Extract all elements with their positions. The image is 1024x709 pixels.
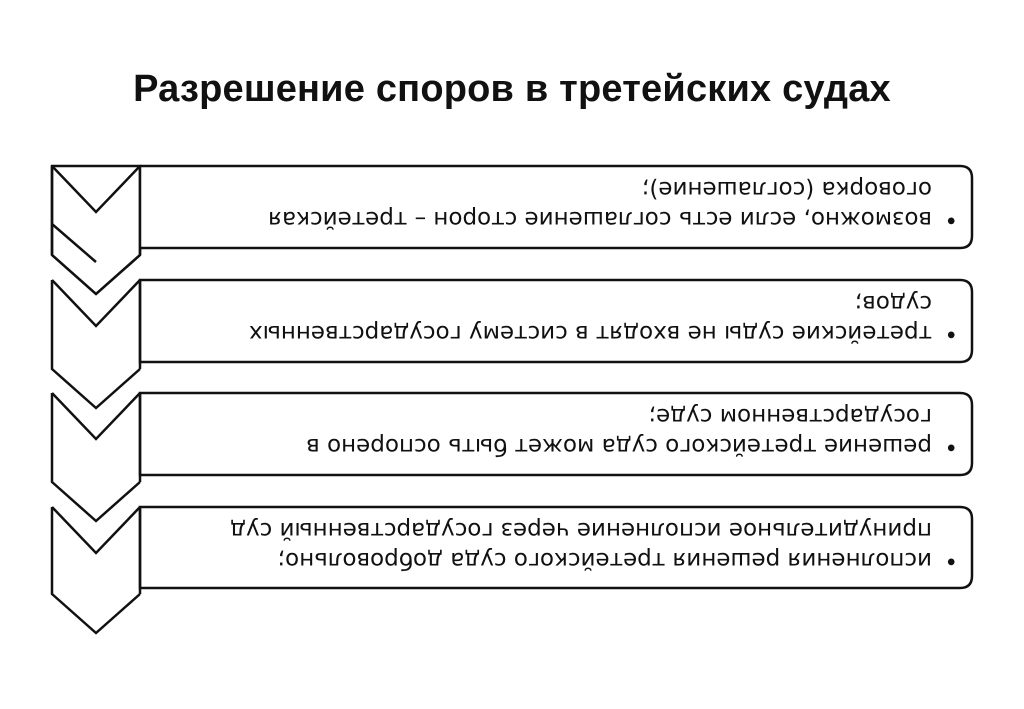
bullet-icon: • (944, 547, 958, 573)
step-2-line-1 (169, 318, 958, 348)
bullet-icon: • (944, 433, 958, 459)
step-4-line-1-text: исполнения решения третейского суда добровольно; (277, 547, 932, 573)
step-1-line-2: оговорка (соглашение); (641, 176, 932, 202)
chevron-4-notch (52, 507, 140, 553)
bullet-icon: • (944, 320, 958, 346)
bullet-icon: • (944, 206, 958, 232)
step-1-line-1 (169, 204, 958, 234)
step-1-text (145, 166, 977, 248)
chevron-3 (52, 393, 140, 521)
chevron-4 (52, 507, 140, 633)
step-4-line-2: принудительное исполнение через государственный суд (230, 517, 932, 543)
step-3-line-2: государственном суде; (648, 403, 932, 429)
page-title: Разрешение споров в третейских судах (133, 68, 891, 110)
chevron-2 (52, 280, 140, 408)
step-3-line-1 (169, 431, 958, 461)
step-2-text (145, 280, 977, 362)
step-4-text (145, 507, 977, 589)
step-1-line-1-text: возможно, если есть соглашение сторон – третейская (268, 206, 932, 232)
step-2-line-1-text: третейские суды не входят в систему государственных (249, 320, 932, 346)
step-4-line-1 (169, 545, 958, 575)
step-2-line-2: судов; (854, 290, 932, 316)
chevron-3-notch (52, 393, 140, 439)
step-3-line-1-text: решение третейского суда может быть оспорено в (306, 433, 932, 459)
step-3-text (145, 393, 977, 475)
chevron-1 (52, 166, 140, 294)
